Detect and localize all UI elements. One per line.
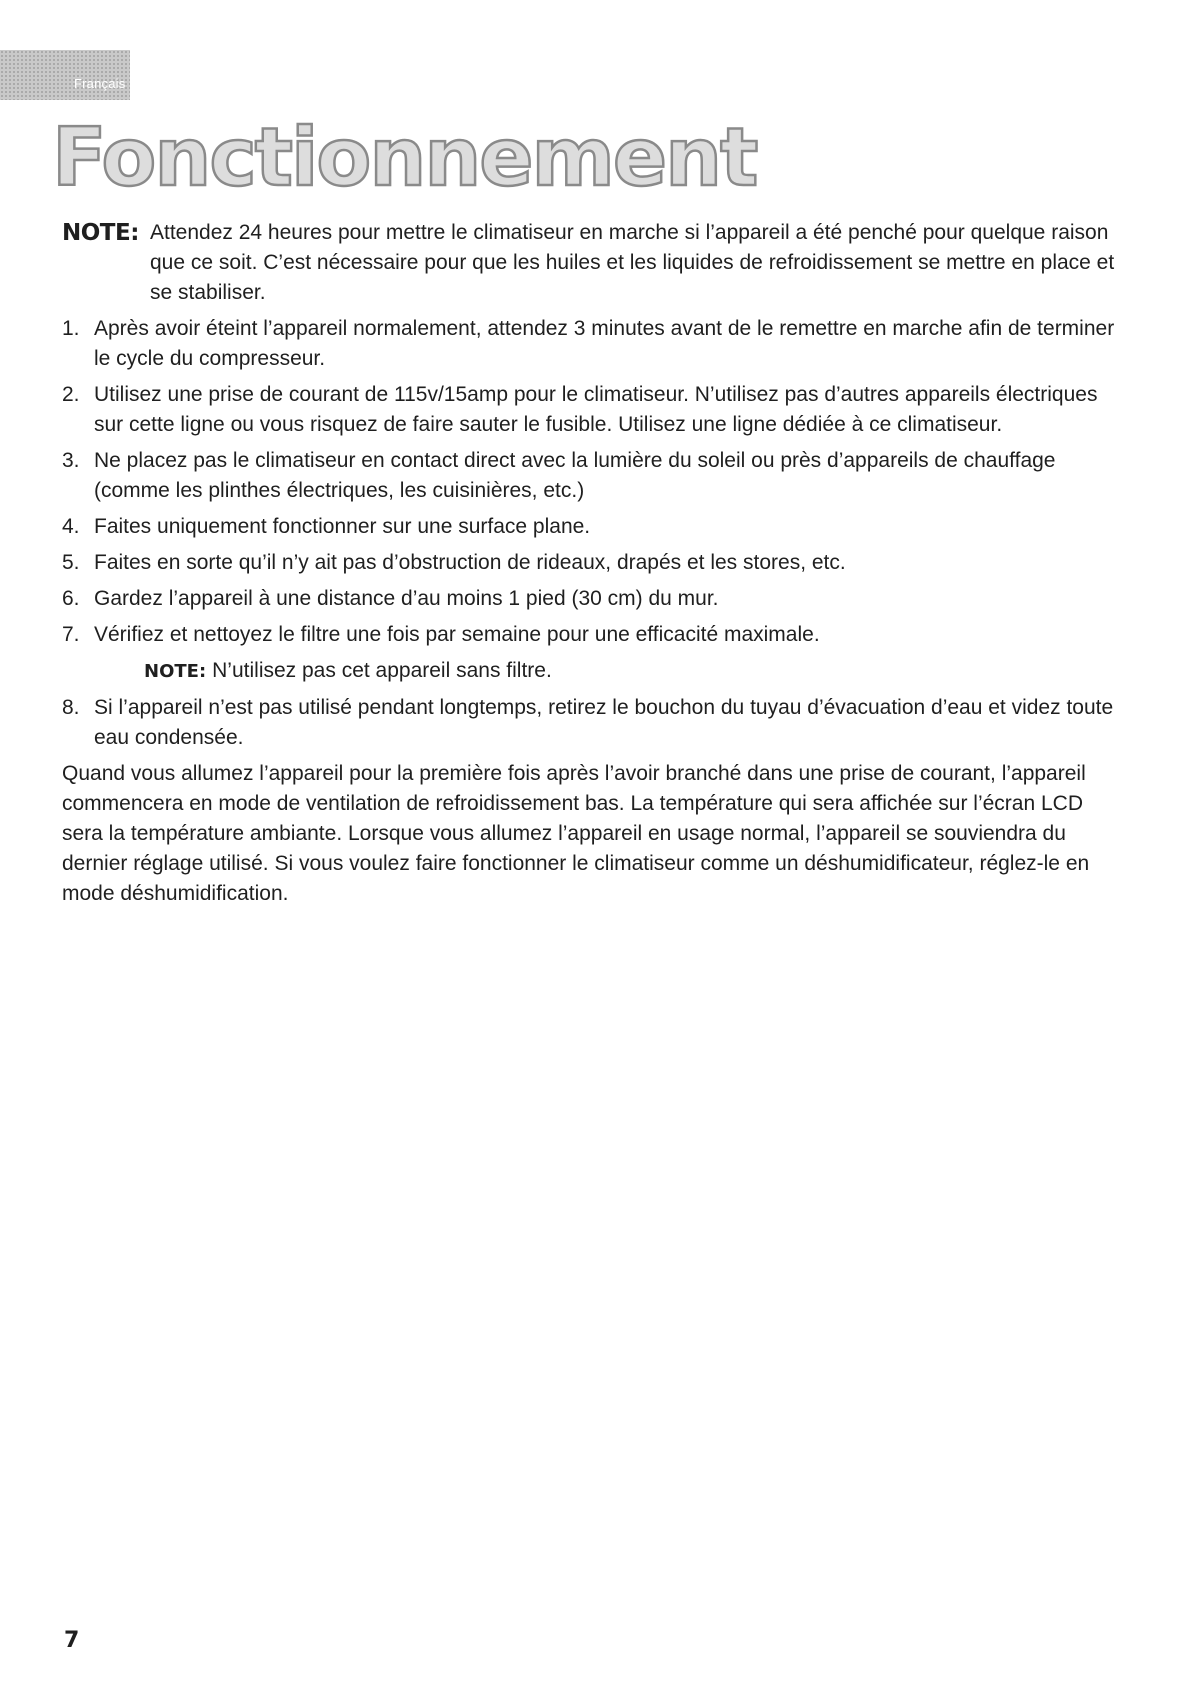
item-number: 4.	[62, 515, 80, 538]
filter-note	[144, 656, 1127, 687]
item-text: Faites uniquement fonctionner sur une surface plane.	[94, 515, 591, 538]
list-item	[62, 512, 1127, 542]
instruction-list	[62, 314, 1127, 753]
list-item	[62, 693, 1127, 753]
note-text: N’utilisez pas cet appareil sans filtre.	[212, 659, 552, 682]
item-number: 5.	[62, 551, 80, 574]
list-item	[62, 446, 1127, 506]
note-label: NOTE:	[144, 661, 207, 682]
list-item	[62, 584, 1127, 614]
item-text: Si l’appareil n’est pas utilisé pendant longtemps, retirez le bouchon du tuyau d’évacuation d’eau et videz toute eau condensée.	[94, 696, 1114, 749]
list-item	[62, 314, 1127, 374]
list-item	[62, 548, 1127, 578]
item-text: Après avoir éteint l’appareil normalement, attendez 3 minutes avant de le remettre en marche afin de terminer le cycle du compresseur.	[94, 317, 1115, 370]
item-number: 8.	[62, 696, 80, 719]
item-text: Ne placez pas le climatiseur en contact direct avec la lumière du soleil ou près d’appareils de chauffage (comme les plinthes électriques, les cuisinières, etc.)	[94, 449, 1056, 502]
item-number: 3.	[62, 449, 80, 472]
item-text: Vérifiez et nettoyez le filtre une fois par semaine pour une efficacité maximale.	[94, 623, 820, 646]
closing-paragraph: Quand vous allumez l’appareil pour la première fois après l’avoir branché dans une prise de courant, l’appareil commencera en mode de ventilation de refroidissement bas. La température qui sera affichée sur l’écran LCD sera la température ambiante. Lorsque vous allumez l’appareil en usage normal, l’appareil se souviendra du dernier réglage utilisé. Si vous voulez faire fonctionner le climatiseur comme un déshumidificateur, réglez-le en mode déshumidification.	[62, 762, 1090, 905]
item-text: Utilisez une prise de courant de 115v/15amp pour le climatiseur. N’utilisez pas d’autres appareils électriques sur cette ligne ou vous risquez de faire sauter le fusible. Utilisez une ligne dédiée à ce climatiseur.	[94, 383, 1098, 436]
list-item	[62, 380, 1127, 440]
note-text: Attendez 24 heures pour mettre le climatiseur en marche si l’appareil a été penché pour quelque raison que ce soit. C’est nécessaire pour que les huiles et les liquides de refroidissement se mettre en place et se stabiliser.	[150, 221, 1115, 304]
list-item	[62, 620, 1127, 650]
note-label: NOTE:	[62, 220, 139, 246]
item-number: 7.	[62, 623, 80, 646]
item-number: 6.	[62, 587, 80, 610]
main-content	[62, 218, 1127, 909]
page-number: 7	[64, 1628, 80, 1653]
item-text: Faites en sorte qu’il n’y ait pas d’obstruction de rideaux, drapés et les stores, etc.	[94, 551, 846, 574]
item-number: 1.	[62, 317, 80, 340]
intro-note	[62, 218, 1127, 308]
page-title: Fonctionnement	[52, 111, 757, 204]
item-number: 2.	[62, 383, 80, 406]
language-tab	[0, 50, 130, 100]
item-text: Gardez l’appareil à une distance d’au moins 1 pied (30 cm) du mur.	[94, 587, 719, 610]
language-tab-label: Français	[74, 76, 126, 91]
